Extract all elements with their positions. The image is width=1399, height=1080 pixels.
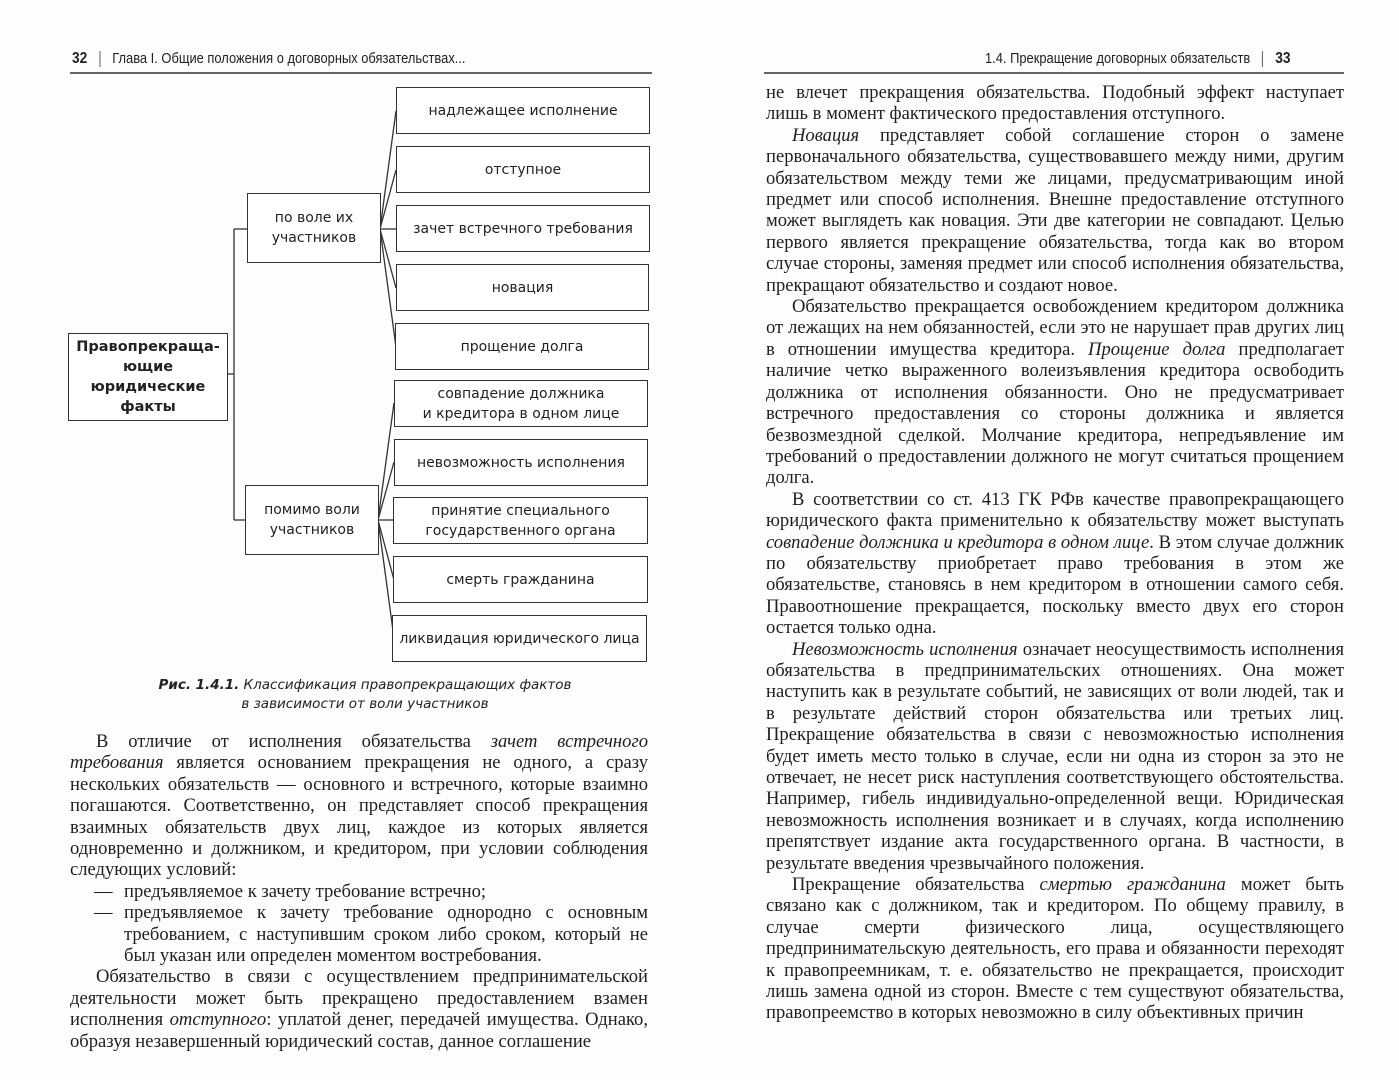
text-run: предполагает наличие четко выраженного волеизъявления кредитора освободить должника от исполнения обязанности. Оно не предусматривает встречного предоставления со стороны должника и является безвозмездной сделкой. Молчание кредитора, непредъявление им требований о предоставлении должного не могут считаться прощением долга.	[766, 338, 1345, 489]
paragraph-death	[766, 874, 1344, 1024]
leaf-state-act	[393, 497, 648, 544]
text-run: представляет собой соглашение сторон о замене первоначального обязательства, существовавшего между ними, другим обязательством между теми же лицами, предусматривающим иной предмет или способ исполнения. Внешне предоставление отступного может выглядеть как новация. Эти две категории не совпадают. Целью первого является прекращение обязательства, тогда как во втором случае стороны, заменяя предмет или способ исполнения обязательства, прекращают обязательство и создают новое.	[766, 124, 1344, 296]
classification-diagram	[0, 0, 700, 680]
paragraph-impossibility	[766, 639, 1344, 874]
root-node-line: факты	[120, 399, 176, 415]
page-number-right: 33	[1275, 50, 1291, 67]
branch-node-voluntary	[247, 193, 381, 263]
text-run: В соответствии со ст. 413 ГК РФв качестве правопрекращающего юридического факта применительно к обязательству может выступать	[766, 488, 1344, 532]
chapter-title: Глава I. Общие положения о договорных обязательствах...	[112, 50, 466, 67]
list-item-text: предъявляемое к зачету требование однородно с основным требованием, с наступившим сроком либо сроком, который не был указан или определен моментом востребования.	[124, 902, 648, 967]
leaf-death-of-citizen: смерть гражданина	[393, 556, 648, 603]
leaf-novation: новация	[396, 264, 649, 311]
header-rule-right	[764, 72, 1344, 74]
branch-label-line: участников	[269, 522, 355, 538]
term-debt-forgiveness: Прощение долга	[1088, 338, 1226, 360]
leaf-debt-forgiveness: прощение долга	[395, 323, 649, 370]
caption-line: в зависимости от воли участников	[241, 696, 489, 712]
term-death: смертью гражданина	[1039, 874, 1226, 896]
text-run: может быть связано как с должником, так и кредитором. По общему правилу, в случае смерти физического лица, осуществляющего предпринимательскую деятельность, его права и обязанности переходят к правопреемникам, т. е. обязательство не прекращается, происходит лишь замена одной из сторон. Вместе с тем существуют обязательства, правопреемство в которых невозможно в силу объективных причин	[766, 874, 1344, 1024]
right-body-text	[766, 82, 1344, 1024]
leaf-line: принятие специального	[431, 502, 610, 519]
leaf-set-off: зачет встречного требования	[396, 205, 650, 252]
leaf-liquidation: ликвидация юридического лица	[392, 615, 647, 662]
paragraph-continuation: не влечет прекращения обязательства. Подобный эффект наступает лишь в момент фактического предоставления отступного.	[766, 82, 1344, 125]
paragraph-compensation	[70, 966, 648, 1052]
leaf-proper-performance: надлежащее исполнение	[396, 87, 650, 134]
list-dash: —	[94, 880, 113, 902]
leaf-line: государственного органа	[425, 522, 616, 539]
branch-label-line: по воле их	[274, 210, 354, 226]
root-node-line: Правопрекраща-	[76, 339, 220, 355]
root-node-line: ющие юридические	[90, 359, 206, 395]
term-merger: совпадение должника и кредитора в одном лице	[766, 531, 1150, 553]
caption-line: Классификация правопрекращающих фактов	[243, 677, 572, 693]
paragraph-debt-forgiveness	[766, 296, 1344, 489]
root-node-box	[68, 333, 228, 421]
term-novation: Новация	[792, 124, 860, 146]
branch-label-line: участников	[271, 230, 357, 246]
list-item	[70, 881, 648, 902]
leaf-line: совпадение должника	[437, 385, 605, 402]
text-run: . В этом случае должник по обязательству приобретает право требования в этом же обязательстве, становясь в нем кредитором в отношении самого себя. Правоотношение прекращается, поскольку вместо двух его сторон остается только одна.	[766, 531, 1344, 639]
leaf-compensation: отступное	[396, 146, 650, 193]
text-run: В отличие от исполнения обязательства	[96, 731, 491, 752]
leaf-line: и кредитора в одном лице	[422, 405, 620, 422]
page-number-left: 32	[72, 50, 88, 67]
right-page	[700, 0, 1399, 1080]
paragraph-set-off	[70, 731, 648, 881]
text-run: Обязательство в связи с осуществлением предпринимательской деятельности может быть прекращено предоставлением взамен исполнения	[70, 966, 648, 1031]
text-run: : уплатой денег, передачей имущества. Однако, образуя незавершенный юридический состав, данное соглашение	[70, 1009, 649, 1052]
list-item	[70, 902, 648, 966]
paragraph-merger	[766, 489, 1344, 639]
paragraph-novation	[766, 125, 1344, 296]
list-dash: —	[94, 902, 113, 924]
branch-label-line: помимо воли	[264, 502, 360, 518]
term-compensation: отступного	[169, 1009, 267, 1031]
right-running-head	[985, 50, 1291, 72]
text-run: означает неосуществимость исполнения обязательства в предпринимательских отношениях. Она может наступить как в результате событий, не зависящих от воли людей, так и в результате действий сторон обязательства или третьих лиц. Прекращение обязательства в связи с невозможностью исполнения будет иметь место только в случае, если ни одна из сторон за это не отвечает, не несет риск наступления соответствующего обстоятельства. Например, гибель индивидуально-определенной вещи. Юридическая невозможность исполнения возникает и в случаях, когда исполнению препятствует издание акта государственного органа. В частности, в результате введения чрезвычайного положения.	[766, 638, 1344, 874]
leaf-impossibility: невозможность исполнения	[394, 439, 648, 486]
figure-caption	[80, 676, 650, 714]
list-item-text: предъявляемое к зачету требование встречно;	[124, 880, 487, 902]
figure-label: Рис. 1.4.1.	[158, 677, 240, 693]
term-set-off: зачет встречного требования	[70, 731, 649, 774]
term-impossibility: Невозможность исполнения	[792, 638, 1018, 660]
text-run: Прекращение обязательства	[792, 874, 1040, 896]
leaf-merger-of-parties	[394, 380, 648, 427]
text-run: является основанием прекращения не одного, а сразу нескольких обязательств — основного и встречного, которые взаимно погашаются. Соответственно, он представляет способ прекращения взаимных обязательств двух лиц, каждое из которых является одновременно и должником, и кредитором, при условии соблюдения следующих условий:	[70, 752, 648, 881]
header-divider	[1262, 51, 1263, 67]
text-run: Обязательство прекращается освобождением кредитором должника от лежащих на нем обязанностей, если это не нарушает прав других лиц в отношении имущества кредитора.	[766, 296, 1344, 360]
left-body-text	[70, 731, 648, 1052]
section-title: 1.4. Прекращение договорных обязательств	[985, 50, 1251, 67]
branch-node-involuntary	[245, 485, 379, 555]
